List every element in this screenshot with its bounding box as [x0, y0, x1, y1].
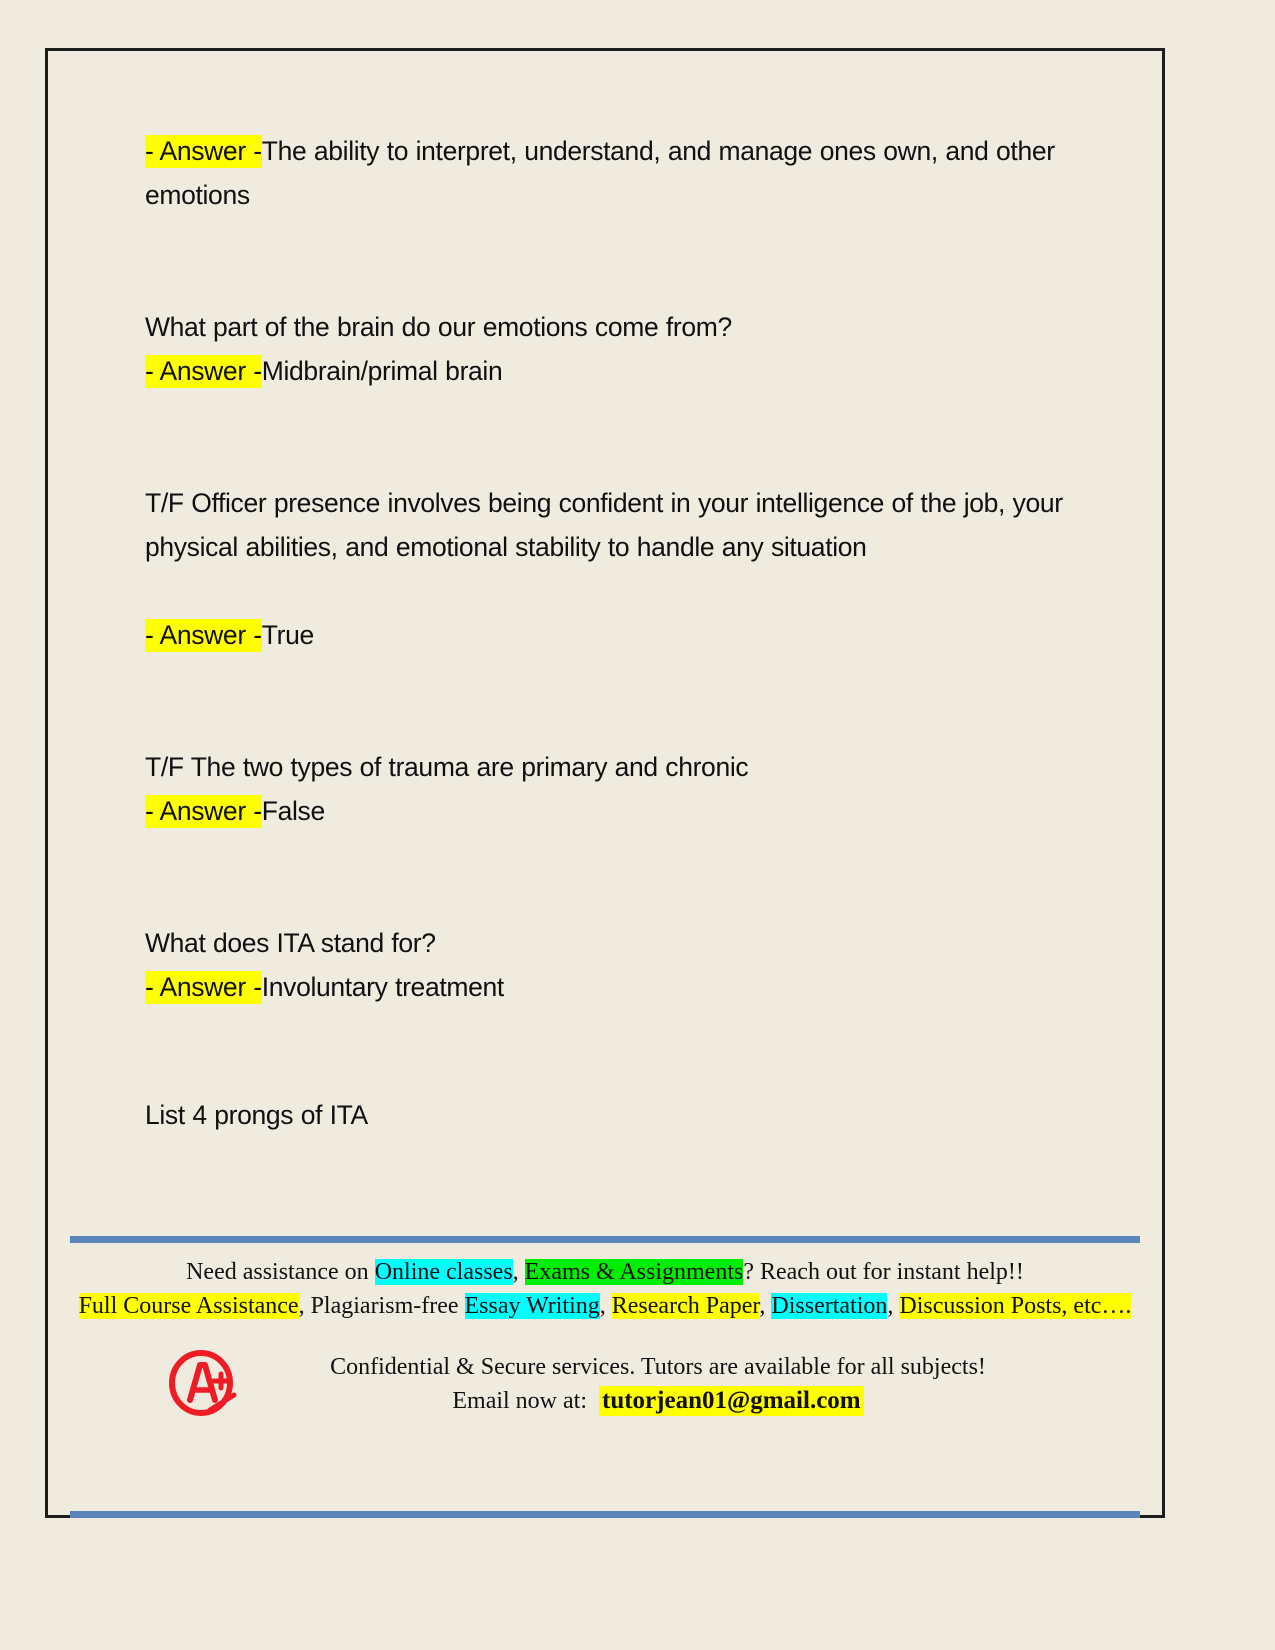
promo2-discussion-posts: Discussion Posts, etc….: [899, 1293, 1132, 1319]
promo2-research-paper: Research Paper: [611, 1293, 760, 1319]
promo-footer: [48, 1236, 1162, 1518]
question-line-3: T/F Officer presence involves being confident in your intelligence of the job, your physical abilities, and emotional stability to handle any situation: [145, 488, 1071, 562]
question-line-5: What does ITA stand for?: [145, 928, 436, 958]
page-frame: [45, 48, 1165, 1518]
promo1-part2: ,: [512, 1259, 525, 1285]
qa-block-1: [145, 129, 1075, 217]
footer-rule-top: [70, 1236, 1140, 1243]
spacer-inner-3: [145, 569, 1075, 613]
email-label: Email now at:: [452, 1388, 587, 1414]
document-body: [145, 129, 1075, 1137]
promo1-part1: Need assistance on: [186, 1259, 375, 1285]
answer-tag-3: - Answer -: [145, 620, 262, 650]
answer-line-1: [145, 129, 1075, 217]
qa-block-6: [145, 1093, 1075, 1137]
promo2-part4: ,: [887, 1293, 900, 1319]
promo2-part1: , Plagiarism-free: [298, 1293, 465, 1319]
promo1-exams-assignments: Exams & Assignments: [524, 1259, 744, 1285]
answer-tag-4: - Answer -: [145, 796, 262, 826]
email-line: [208, 1384, 1108, 1418]
promo-line-2: [48, 1289, 1162, 1323]
qa-block-4: [145, 745, 1075, 833]
spacer-3: [145, 657, 1075, 745]
promo2-part3: ,: [759, 1293, 772, 1319]
footer-lower: [48, 1344, 1162, 1464]
confidential-line: Confidential & Secure services. Tutors are available for all subjects!: [330, 1354, 986, 1380]
promo2-essay-writing: Essay Writing: [464, 1293, 600, 1319]
spacer-5: [145, 1009, 1075, 1093]
answer-text-3: True: [261, 620, 314, 650]
promo1-part3: ? Reach out for instant help!!: [743, 1259, 1024, 1285]
spacer-2: [145, 393, 1075, 481]
promo-line-1: [48, 1255, 1162, 1289]
answer-tag-5: - Answer -: [145, 972, 262, 1002]
answer-line-2: [145, 349, 1075, 393]
answer-line-3: [145, 613, 1075, 657]
promo2-full-course-assistance: Full Course Assistance: [78, 1293, 299, 1319]
answer-text-1: The ability to interpret, understand, and manage ones own, and other emotions: [145, 136, 1063, 210]
answer-tag-2: - Answer -: [145, 356, 262, 386]
question-line-2: What part of the brain do our emotions come from?: [145, 312, 732, 342]
question-line-6: List 4 prongs of ITA: [145, 1100, 368, 1130]
answer-text-2: Midbrain/primal brain: [261, 356, 503, 386]
question-line-4: T/F The two types of trauma are primary and chronic: [145, 752, 749, 782]
answer-line-4: [145, 789, 1075, 833]
qa-block-2: [145, 305, 1075, 393]
answer-text-4: False: [261, 796, 325, 826]
answer-tag-1: - Answer -: [145, 136, 262, 166]
promo1-online-classes: Online classes: [374, 1259, 513, 1285]
qa-block-5: [145, 921, 1075, 1009]
spacer-4: [145, 833, 1075, 921]
answer-line-5: [145, 965, 1075, 1009]
promo2-dissertation: Dissertation: [771, 1293, 888, 1319]
promo2-part2: ,: [599, 1293, 612, 1319]
footer-rule-bottom: [70, 1511, 1140, 1518]
spacer-1: [145, 217, 1075, 305]
answer-text-5: Involuntary treatment: [261, 972, 504, 1002]
qa-block-3: [145, 481, 1075, 657]
email-address[interactable]: tutorjean01@gmail.com: [599, 1386, 864, 1416]
